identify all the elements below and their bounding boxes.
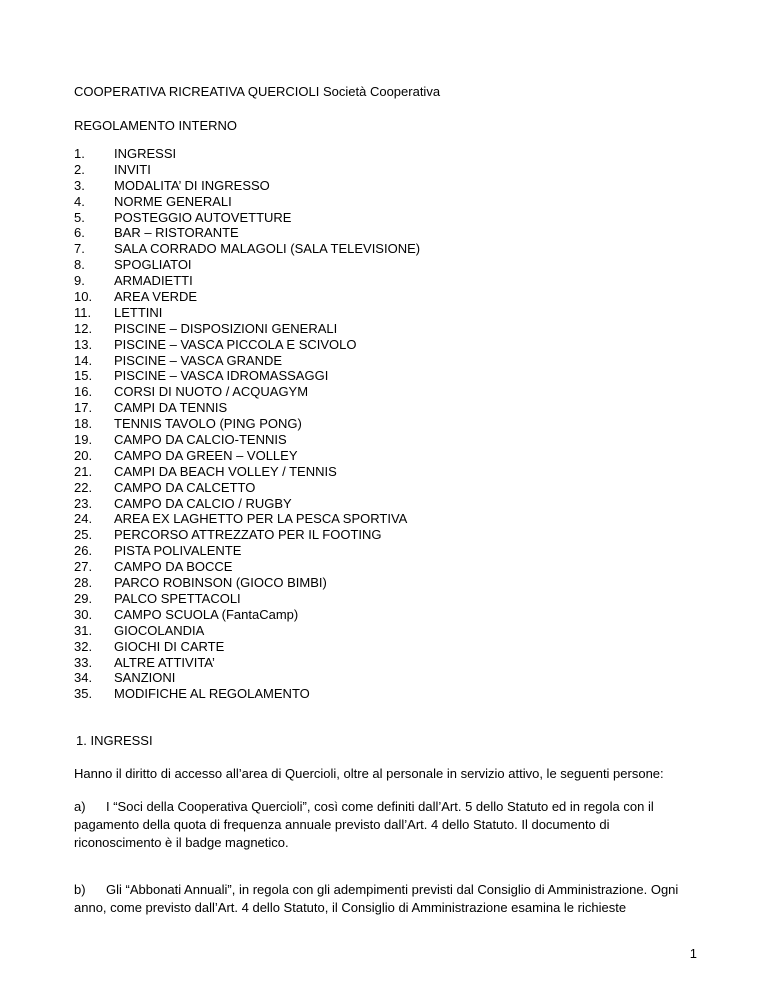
toc-item-number: 21. bbox=[74, 463, 93, 479]
toc-item-label: SANZIONI bbox=[114, 670, 176, 686]
toc-item-number: 33. bbox=[74, 654, 93, 670]
toc-item bbox=[74, 559, 420, 575]
toc-item-number: 12. bbox=[74, 320, 93, 336]
toc-item-label: CAMPO DA CALCIO / RUGBY bbox=[114, 495, 292, 511]
document-title: COOPERATIVA RICREATIVA QUERCIOLI Società Cooperativa bbox=[74, 84, 441, 99]
toc-item-number: 24. bbox=[74, 511, 93, 527]
toc-item bbox=[74, 194, 420, 210]
toc-item bbox=[74, 416, 420, 432]
toc-item-number: 20. bbox=[74, 447, 93, 463]
toc-item-number: 9. bbox=[74, 273, 85, 289]
toc-item-label: POSTEGGIO AUTOVETTURE bbox=[114, 209, 292, 225]
toc-item-number: 11. bbox=[74, 304, 92, 320]
toc-item bbox=[74, 321, 420, 337]
toc-item-label: PISTA POLIVALENTE bbox=[114, 543, 242, 559]
toc-item-number: 3. bbox=[74, 177, 85, 193]
toc-item-label: MODIFICHE AL REGOLAMENTO bbox=[114, 686, 310, 702]
toc-item-label: INVITI bbox=[114, 161, 151, 177]
toc-item bbox=[74, 511, 420, 527]
toc-item-number: 23. bbox=[74, 495, 93, 511]
toc-item-number: 34. bbox=[74, 670, 93, 686]
toc-item bbox=[74, 670, 420, 686]
toc-item bbox=[74, 686, 420, 702]
toc-item bbox=[74, 575, 420, 591]
toc-item bbox=[74, 146, 420, 162]
toc-item bbox=[74, 225, 420, 241]
toc-item-label: TENNIS TAVOLO (PING PONG) bbox=[114, 416, 302, 432]
toc-item bbox=[74, 496, 420, 512]
toc-item-label: GIOCHI DI CARTE bbox=[114, 638, 225, 654]
toc-item-label: PARCO ROBINSON (GIOCO BIMBI) bbox=[114, 575, 327, 591]
toc-item-number: 28. bbox=[74, 575, 93, 591]
toc-item-label: SALA CORRADO MALAGOLI (SALA TELEVISIONE) bbox=[114, 241, 421, 257]
toc-item-label: CAMPI DA BEACH VOLLEY / TENNIS bbox=[114, 463, 337, 479]
toc-item-label: ALTRE ATTIVITA’ bbox=[114, 654, 215, 670]
toc-item-number: 15. bbox=[74, 368, 93, 384]
toc-item bbox=[74, 480, 420, 496]
toc-item-number: 14. bbox=[74, 352, 93, 368]
toc-item bbox=[74, 400, 420, 416]
toc-item bbox=[74, 257, 420, 273]
paragraph-a-text: I “Soci della Cooperativa Quercioli”, così come definiti dall’Art. 5 dello Statuto ed in regola con il pagamento della quota di frequenza annuale previsto dall’Art. 4 dello Statuto. Il documento di riconoscimento è il badge magnetico. bbox=[74, 799, 654, 850]
toc-item bbox=[74, 178, 420, 194]
toc-item-label: CORSI DI NUOTO / ACQUAGYM bbox=[114, 384, 309, 400]
paragraph-b-text: Gli “Abbonati Annuali”, in regola con gli adempimenti previsti dal Consiglio di Amministrazione. Ogni anno, come previsto dall’Art. 4 dello Statuto, il Consiglio di Amministrazione esamina le richieste bbox=[74, 882, 679, 915]
toc-item bbox=[74, 591, 420, 607]
toc-item-label: CAMPO DA BOCCE bbox=[114, 559, 233, 575]
toc-item-label: NORME GENERALI bbox=[114, 193, 232, 209]
toc-item bbox=[74, 162, 420, 178]
toc-item-label: PALCO SPETTACOLI bbox=[114, 590, 241, 606]
toc-item-label: PERCORSO ATTREZZATO PER IL FOOTING bbox=[114, 527, 382, 543]
toc-item bbox=[74, 384, 420, 400]
toc-item-number: 8. bbox=[74, 257, 85, 273]
section-heading: 1. INGRESSI bbox=[76, 733, 153, 748]
toc-item-number: 32. bbox=[74, 638, 93, 654]
toc-item-number: 5. bbox=[74, 209, 85, 225]
toc-item-label: CAMPO DA CALCETTO bbox=[114, 479, 256, 495]
toc-item bbox=[74, 607, 420, 623]
toc-item bbox=[74, 543, 420, 559]
toc-item bbox=[74, 210, 420, 226]
toc-item-label: PISCINE – DISPOSIZIONI GENERALI bbox=[114, 320, 338, 336]
toc-item-number: 25. bbox=[74, 527, 93, 543]
paragraph-b-letter: b) bbox=[74, 882, 86, 897]
toc-item-label: CAMPO DA GREEN – VOLLEY bbox=[114, 447, 298, 463]
toc-item-label: BAR – RISTORANTE bbox=[114, 225, 239, 241]
toc-item-number: 29. bbox=[74, 590, 93, 606]
toc-item-number: 13. bbox=[74, 336, 93, 352]
toc-item-label: CAMPO SCUOLA (FantaCamp) bbox=[114, 606, 299, 622]
toc-item-number: 22. bbox=[74, 479, 93, 495]
toc-item-number: 1. bbox=[74, 146, 85, 161]
toc-item-label: PISCINE – VASCA PICCOLA E SCIVOLO bbox=[114, 336, 357, 352]
toc-item bbox=[74, 639, 420, 655]
toc-item bbox=[74, 464, 420, 480]
toc-item-number: 35. bbox=[74, 686, 93, 702]
toc-item-label: MODALITA’ DI INGRESSO bbox=[114, 177, 270, 193]
toc-item-number: 19. bbox=[74, 432, 93, 448]
toc-item-label: LETTINI bbox=[114, 304, 163, 320]
toc-item-label: CAMPO DA CALCIO-TENNIS bbox=[114, 432, 287, 448]
toc-item bbox=[74, 368, 420, 384]
toc-item-number: 26. bbox=[74, 543, 93, 559]
toc-item bbox=[74, 432, 420, 448]
toc-item-number: 2. bbox=[74, 161, 85, 177]
toc-item-number: 6. bbox=[74, 225, 85, 241]
toc-item bbox=[74, 623, 420, 639]
section-intro: Hanno il diritto di accesso all’area di Quercioli, oltre al personale in servizio attivo, le seguenti persone: bbox=[74, 766, 664, 781]
toc-item-number: 18. bbox=[74, 416, 93, 432]
paragraph-a bbox=[74, 798, 696, 852]
document-subtitle: REGOLAMENTO INTERNO bbox=[74, 118, 238, 133]
toc-item-number: 7. bbox=[74, 241, 85, 257]
toc-item-number: 17. bbox=[74, 400, 93, 416]
table-of-contents bbox=[74, 146, 420, 702]
paragraph-a-letter: a) bbox=[74, 799, 86, 814]
toc-item-number: 10. bbox=[74, 289, 93, 305]
toc-item-label: PISCINE – VASCA GRANDE bbox=[114, 352, 283, 368]
toc-item bbox=[74, 289, 420, 305]
toc-item-number: 31. bbox=[74, 622, 93, 638]
toc-item-number: 4. bbox=[74, 193, 85, 209]
toc-item-label: AREA VERDE bbox=[114, 289, 198, 305]
toc-item-label: GIOCOLANDIA bbox=[114, 622, 205, 638]
toc-item bbox=[74, 527, 420, 543]
toc-item-number: 16. bbox=[74, 384, 93, 400]
toc-item bbox=[74, 448, 420, 464]
toc-item bbox=[74, 353, 420, 369]
toc-item-label: CAMPI DA TENNIS bbox=[114, 400, 228, 416]
toc-item bbox=[74, 273, 420, 289]
page-number: 1 bbox=[689, 946, 697, 961]
toc-item bbox=[74, 655, 420, 671]
toc-item bbox=[74, 305, 420, 321]
toc-item-label: INGRESSI bbox=[114, 146, 177, 161]
toc-item-label: SPOGLIATOI bbox=[114, 257, 192, 273]
toc-item-label: PISCINE – VASCA IDROMASSAGGI bbox=[114, 368, 329, 384]
toc-item-label: ARMADIETTI bbox=[114, 273, 193, 289]
paragraph-b bbox=[74, 881, 696, 917]
toc-item-number: 27. bbox=[74, 559, 93, 575]
toc-item-number: 30. bbox=[74, 606, 93, 622]
toc-item bbox=[74, 337, 420, 353]
toc-item-label: AREA EX LAGHETTO PER LA PESCA SPORTIVA bbox=[114, 511, 408, 527]
toc-item bbox=[74, 241, 420, 257]
